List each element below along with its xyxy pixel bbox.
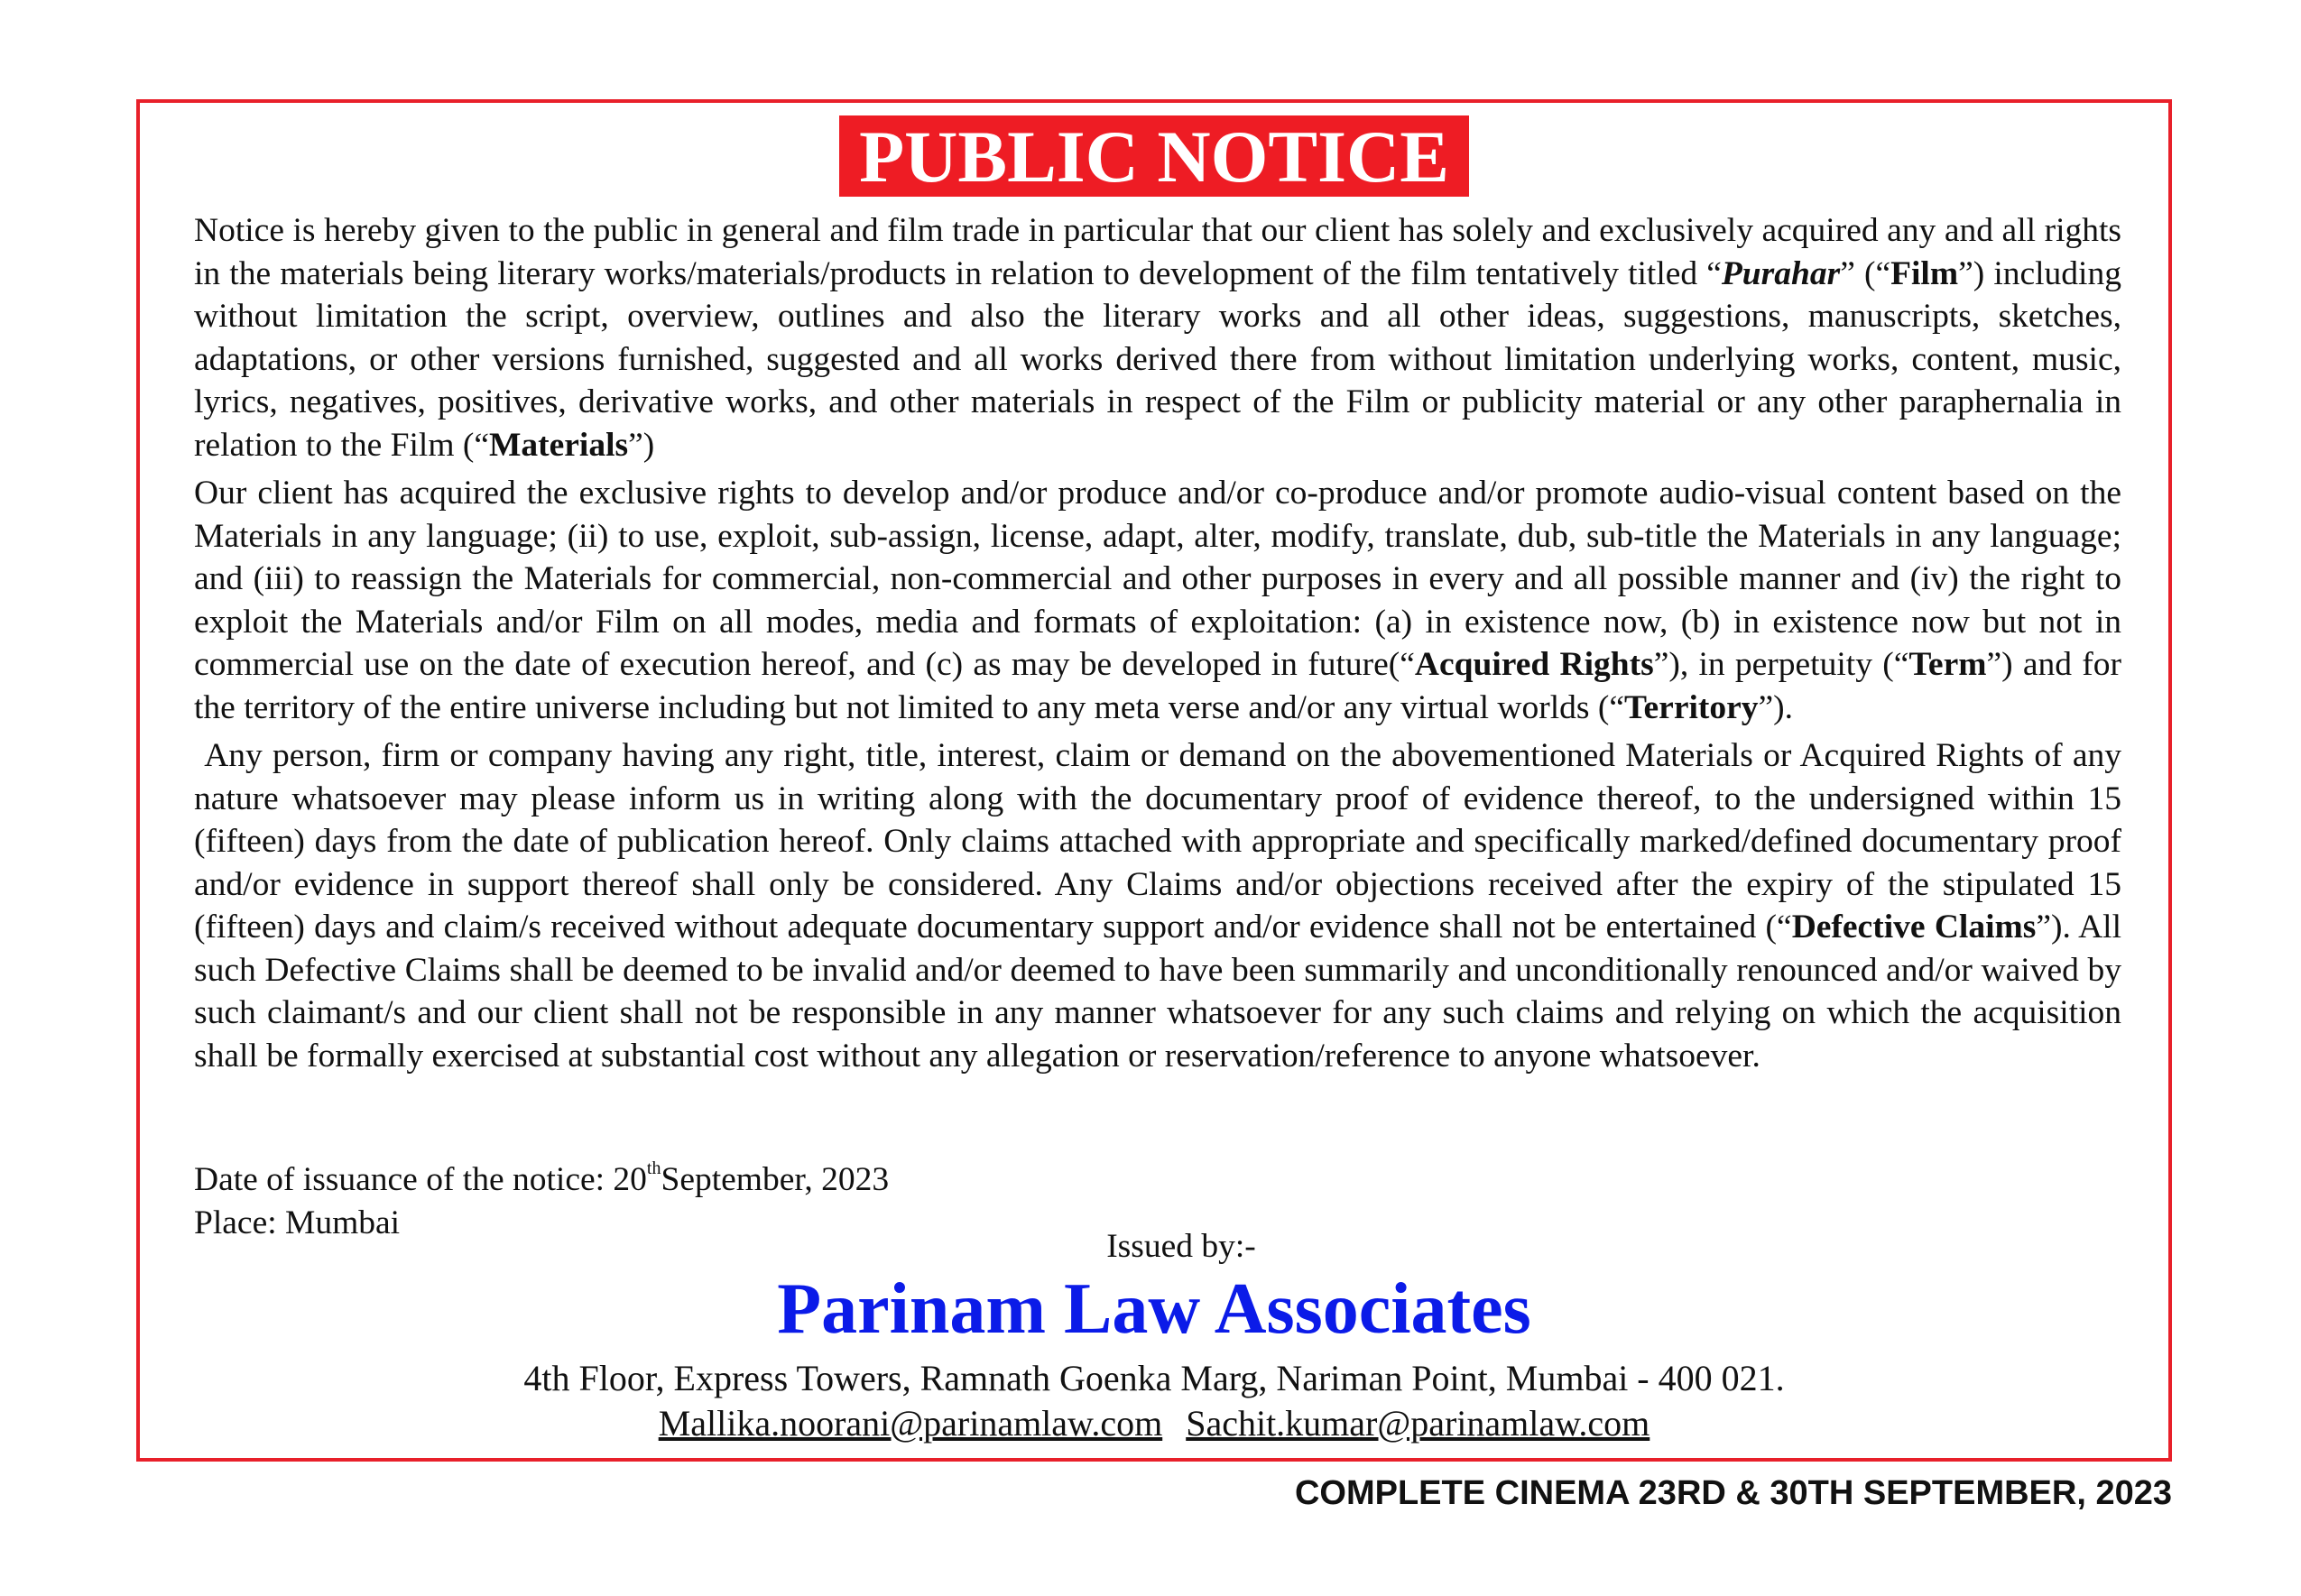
date-label: Date of issuance of the notice: 20: [194, 1161, 647, 1198]
email-link-mallika[interactable]: Mallika.noorani@parinamlaw.com: [658, 1403, 1163, 1444]
email-link-sachit[interactable]: Sachit.kumar@parinamlaw.com: [1186, 1403, 1650, 1444]
film-name: Purahar: [1721, 254, 1841, 292]
publication-footer: COMPLETE CINEMA 23RD & 30TH SEPTEMBER, 2023: [1294, 1474, 2172, 1512]
title-wrap: [140, 115, 2168, 197]
date-suffix: th: [646, 1158, 661, 1178]
p2-text-2: ”), in perpetuity (“: [1653, 646, 1909, 683]
film-term: Film: [1890, 254, 1959, 292]
term-term: Term: [1908, 646, 1987, 683]
notice-title: PUBLIC NOTICE: [839, 115, 1469, 197]
p2-text-4: ”).: [1758, 688, 1794, 726]
p1-text-2: ” (“: [1840, 254, 1891, 292]
defective-claims-term: Defective Claims: [1791, 909, 2037, 946]
firm-address: 4th Floor, Express Towers, Ramnath Goenka Marg, Nariman Point, Mumbai - 400 021.: [523, 1358, 1785, 1398]
email-links: [140, 1402, 2168, 1445]
p2-text-1: Our client has acquired the exclusive rights to develop and/or produce and/or co-produce and/or promote audio-visual content based on the Materials in any language; (ii) to use, exploit, sub-assign, license, adapt, alter, modify, translate, dub, sub-title the Materials in any language; and (iii) to reassign the Materials for commercial, non-commercial and other purposes in every and all possible manner and (iv) the right to exploit the Materials and/or Film on all modes, media and formats of exploitation: (a) in existence now, (b) in existence now but not in commercial use on the date of execution hereof, and (c) as may be developed in future(“: [194, 475, 2121, 683]
date-rest: September, 2023: [661, 1161, 890, 1198]
acquired-rights-term: Acquired Rights: [1414, 646, 1654, 683]
notice-frame: [136, 99, 2172, 1462]
p1-text-4: ”): [628, 426, 655, 464]
issued-by: Issued by:-: [1106, 1228, 1256, 1265]
p2-text-3: ”) and for the territory of the entire universe including but not limited to any meta verse and/or any virtual worlds (“: [194, 646, 2122, 726]
p3-text-1: Any person, firm or company having any right, title, interest, claim or demand on the abovementioned Materials or Acquired Rights of any nature whatsoever may please inform us in writing along with the documentary proof of evidence thereof, to the undersigned within 15 (fifteen) days from the date of publication hereof. Only claims attached with appropriate and specifically marked/defined documentary proof and/or evidence in support thereof shall only be considered. Any Claims and/or objections received after the expiry of the stipulated 15 (fifteen) days and claim/s received without adequate documentary support and/or evidence shall not be entertained (“: [194, 737, 2121, 946]
firm-name: Parinam Law Associates: [777, 1269, 1531, 1349]
territory-term: Territory: [1623, 688, 1759, 726]
place: Place: Mumbai: [194, 1204, 401, 1241]
issuance-date: [194, 1158, 889, 1202]
paragraph-2: [194, 472, 2121, 729]
p1-text-1: Notice is hereby given to the public in general and film trade in particular that our client has solely and exclusively acquired any and all rights in the materials being literary works/materials/products in relation to development of the film tentatively titled “: [194, 212, 2121, 292]
paragraph-1: [194, 209, 2121, 466]
paragraph-3: [194, 734, 2121, 1077]
materials-term: Materials: [489, 426, 629, 464]
p1-text-3: ”) including without limitation the script, overview, outlines and also the literary works and all other ideas, suggestions, manuscripts, sketches, adaptations, or other versions furnished, suggested and all works derived there from without limitation underlying works, content, music, lyrics, negatives, positives, derivative works, and other materials in respect of the Film or publicity material or any other paraphernalia in relation to the Film (“: [194, 254, 2121, 464]
p3-text-2: ”). All such Defective Claims shall be deemed to be invalid and/or deemed to have been summarily and unconditionally renounced and/or waived by such claimant/s and our client shall not be responsible in any manner whatsoever for any such claims and relying on which the acquisition shall be formally exercised at substantial cost without any allegation or reservation/reference to anyone whatsoever.: [194, 909, 2121, 1075]
notice-body: [194, 209, 2121, 1083]
